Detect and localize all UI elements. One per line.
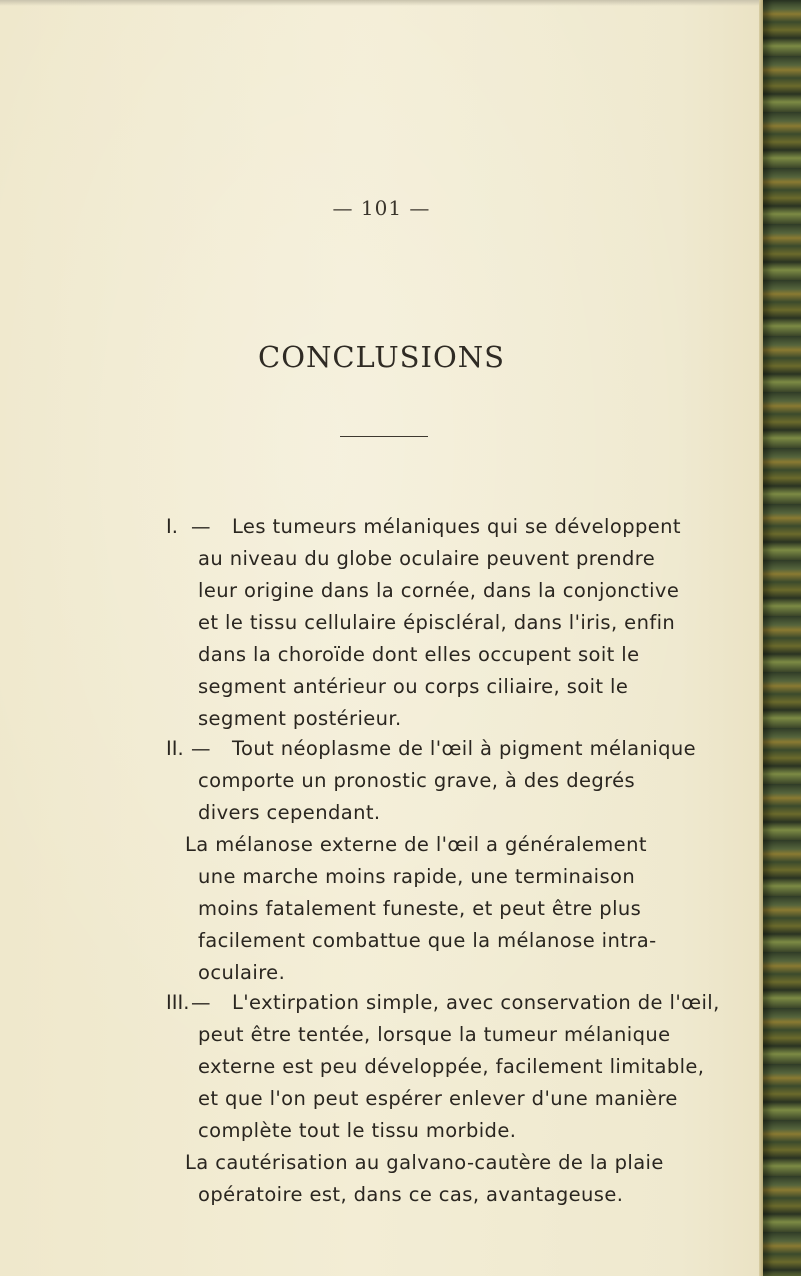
paragraph-line: segment antérieur ou corps ciliaire, soit le [198,675,629,698]
page-number: — 101 — [332,196,431,220]
page-title: CONCLUSIONS [258,340,505,374]
paragraph-line: complète tout le tissu morbide. [198,1119,517,1142]
paragraph-line: au niveau du globe oculaire peuvent prendre [198,547,656,570]
paragraph-line: comporte un pronostic grave, à des degrés [198,769,636,792]
paragraph-line: La mélanose externe de l'œil a généralement [185,833,647,856]
section-paragraph [198,511,681,735]
section-paragraph [185,1147,665,1211]
title-rule [340,436,428,437]
paragraph-line: leur origine dans la cornée, dans la conjonctive [198,579,680,602]
section-numeral: I. [166,515,178,538]
paragraph-line: Les tumeurs mélaniques qui se développent [232,515,681,538]
paragraph-line: La cautérisation au galvano-cautère de la plaie [185,1151,664,1174]
section-paragraph [198,733,697,829]
paragraph-line: segment postérieur. [198,707,402,730]
section-dash: — [191,737,211,760]
paragraph-line: et que l'on peut espérer enlever d'une manière [198,1087,678,1110]
paragraph-line: peut être tentée, lorsque la tumeur mélanique [198,1023,671,1046]
paragraph-line: moins fatalement funeste, et peut être plus [198,897,642,920]
paragraph-line: facilement combattue que la mélanose intra- [198,929,657,952]
paragraph-line: externe est peu développée, facilement limitable, [198,1055,705,1078]
paragraph-line: une marche moins rapide, une terminaison [198,865,636,888]
paragraph-line: et le tissu cellulaire épiscléral, dans l'iris, enfin [198,611,676,634]
section-paragraph [198,987,720,1147]
paragraph-line: oculaire. [198,961,286,984]
paragraph-line: divers cependant. [198,801,381,824]
paragraph-line: opératoire est, dans ce cas, avantageuse. [198,1183,624,1206]
paragraph-line: L'extirpation simple, avec conservation de l'œil, [232,991,720,1014]
section-numeral: II. [166,737,184,760]
section-paragraph [185,829,665,989]
book-binding [763,0,801,1276]
paragraph-line: Tout néoplasme de l'œil à pigment mélanique [232,737,697,760]
paragraph-line: dans la choroïde dont elles occupent soit le [198,643,640,666]
section-dash: — [191,515,211,538]
section-numeral: III. [166,991,190,1014]
page-top-edge [0,0,801,6]
section-dash: — [191,991,211,1014]
